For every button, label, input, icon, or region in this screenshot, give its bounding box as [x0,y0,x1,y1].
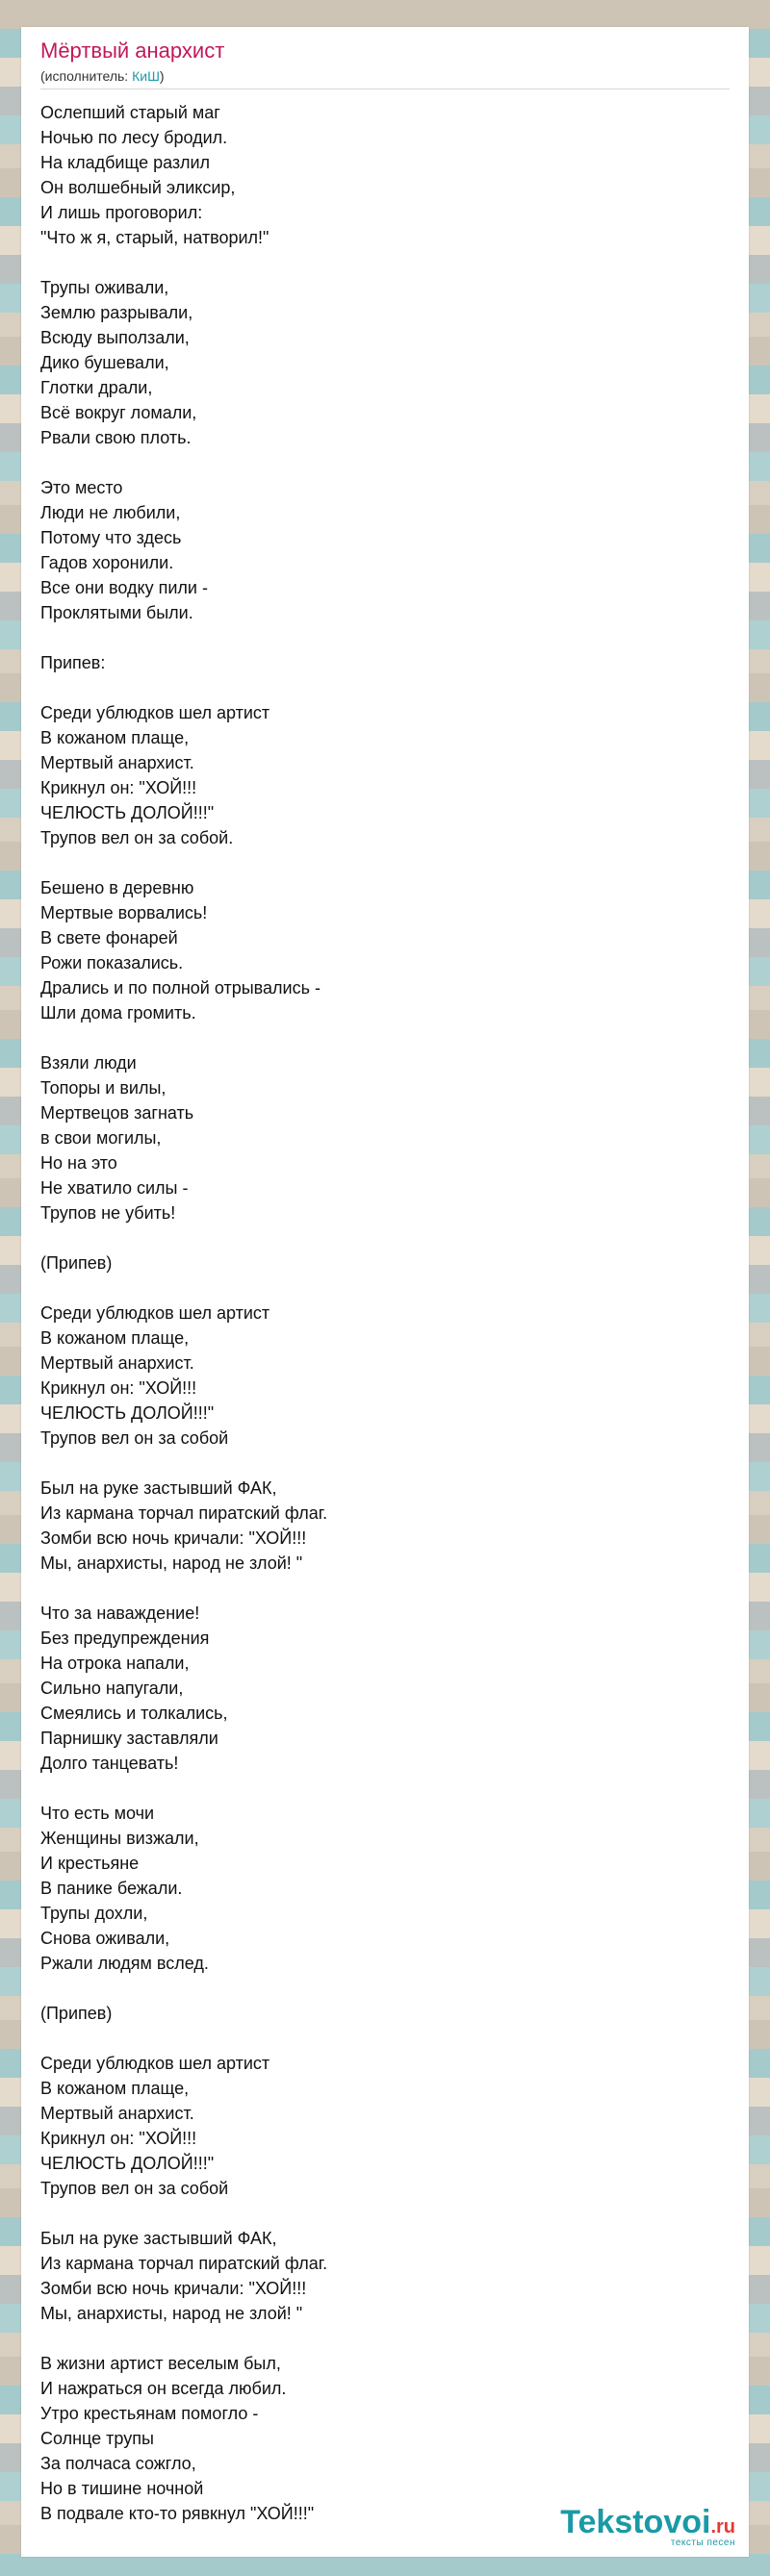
song-title: Мёртвый анархист [40,38,225,63]
artist-line [40,67,165,85]
artist-link[interactable]: КиШ [132,68,160,84]
artist-prefix: (исполнитель: [40,68,133,84]
site-logo[interactable] [543,2505,735,2549]
logo-tld: .ru [710,2516,735,2538]
logo-main-text: Tekstovoi [560,2504,711,2540]
artist-suffix: ) [159,68,165,84]
title-divider [40,88,730,89]
lyrics-text: Ослепший старый маг Ночью по лесу бродил. На кладбище разлил Он волшебный эликсир, И лишь проговорил: "Что ж я, старый, натворил!" Трупы оживали, Землю разрывали, Всюду выползали, Дико бушевали, Глотки драли, Всё вокруг ломали, Рвали свою плоть. Это место Люди не любили, Потому что здесь Гадов хоронили. Все они водку пили - Проклятыми были. Припев: Среди ублюдков шел артист В кожаном плаще, Мертвый анархист. Крикнул он: "ХОЙ!!! ЧЕЛЮСТЬ ДОЛОЙ!!!" Трупов вел он за собой. Бешено в деревню Мертвые ворвались! В свете фонарей Рожи показались. Дрались и по полной отрывались - Шли дома громить. Взяли люди Топоры и вилы, Мертвецов загнать в свои могилы, Но на это Не хватило силы - Трупов не убить! (Припев) Среди ублюдков шел артист В кожаном плаще, Мертвый анархист. Крикнул он: "ХОЙ!!! ЧЕЛЮСТЬ ДОЛОЙ!!!" Трупов вел он за собой Был на руке застывший ФАК, Из кармана торчал пиратский флаг. Зомби всю ночь кричали: "ХОЙ!!! Мы, анархисты, народ не злой! " Что за наваждение! Без предупреждения На отрока напали, Сильно напугали, Смеялись и толкались, Парнишку заставляли Долго танцевать! Что есть мочи Женщины визжали, И крестьяне В панике бежали. Трупы дохли, Снова оживали, Ржали людям вслед. (Припев) Среди ублюдков шел артист В кожаном плаще, Мертвый анархист. Крикнул он: "ХОЙ!!! ЧЕЛЮСТЬ ДОЛОЙ!!!" Трупов вел он за собой Был на руке застывший ФАК, Из кармана торчал пиратский флаг. Зомби всю ночь кричали: "ХОЙ!!! Мы, анархисты, народ не злой! " В жизни артист веселым был, И нажраться он всегда любил. Утро крестьянам помогло - Солнце трупы За полчаса сожгло, Но в тишине ночной В подвале кто-то рявкнул "ХОЙ!!!" [40,103,328,2523]
logo-tagline: тексты песен [670,2538,735,2548]
lyrics-card [21,27,749,2557]
